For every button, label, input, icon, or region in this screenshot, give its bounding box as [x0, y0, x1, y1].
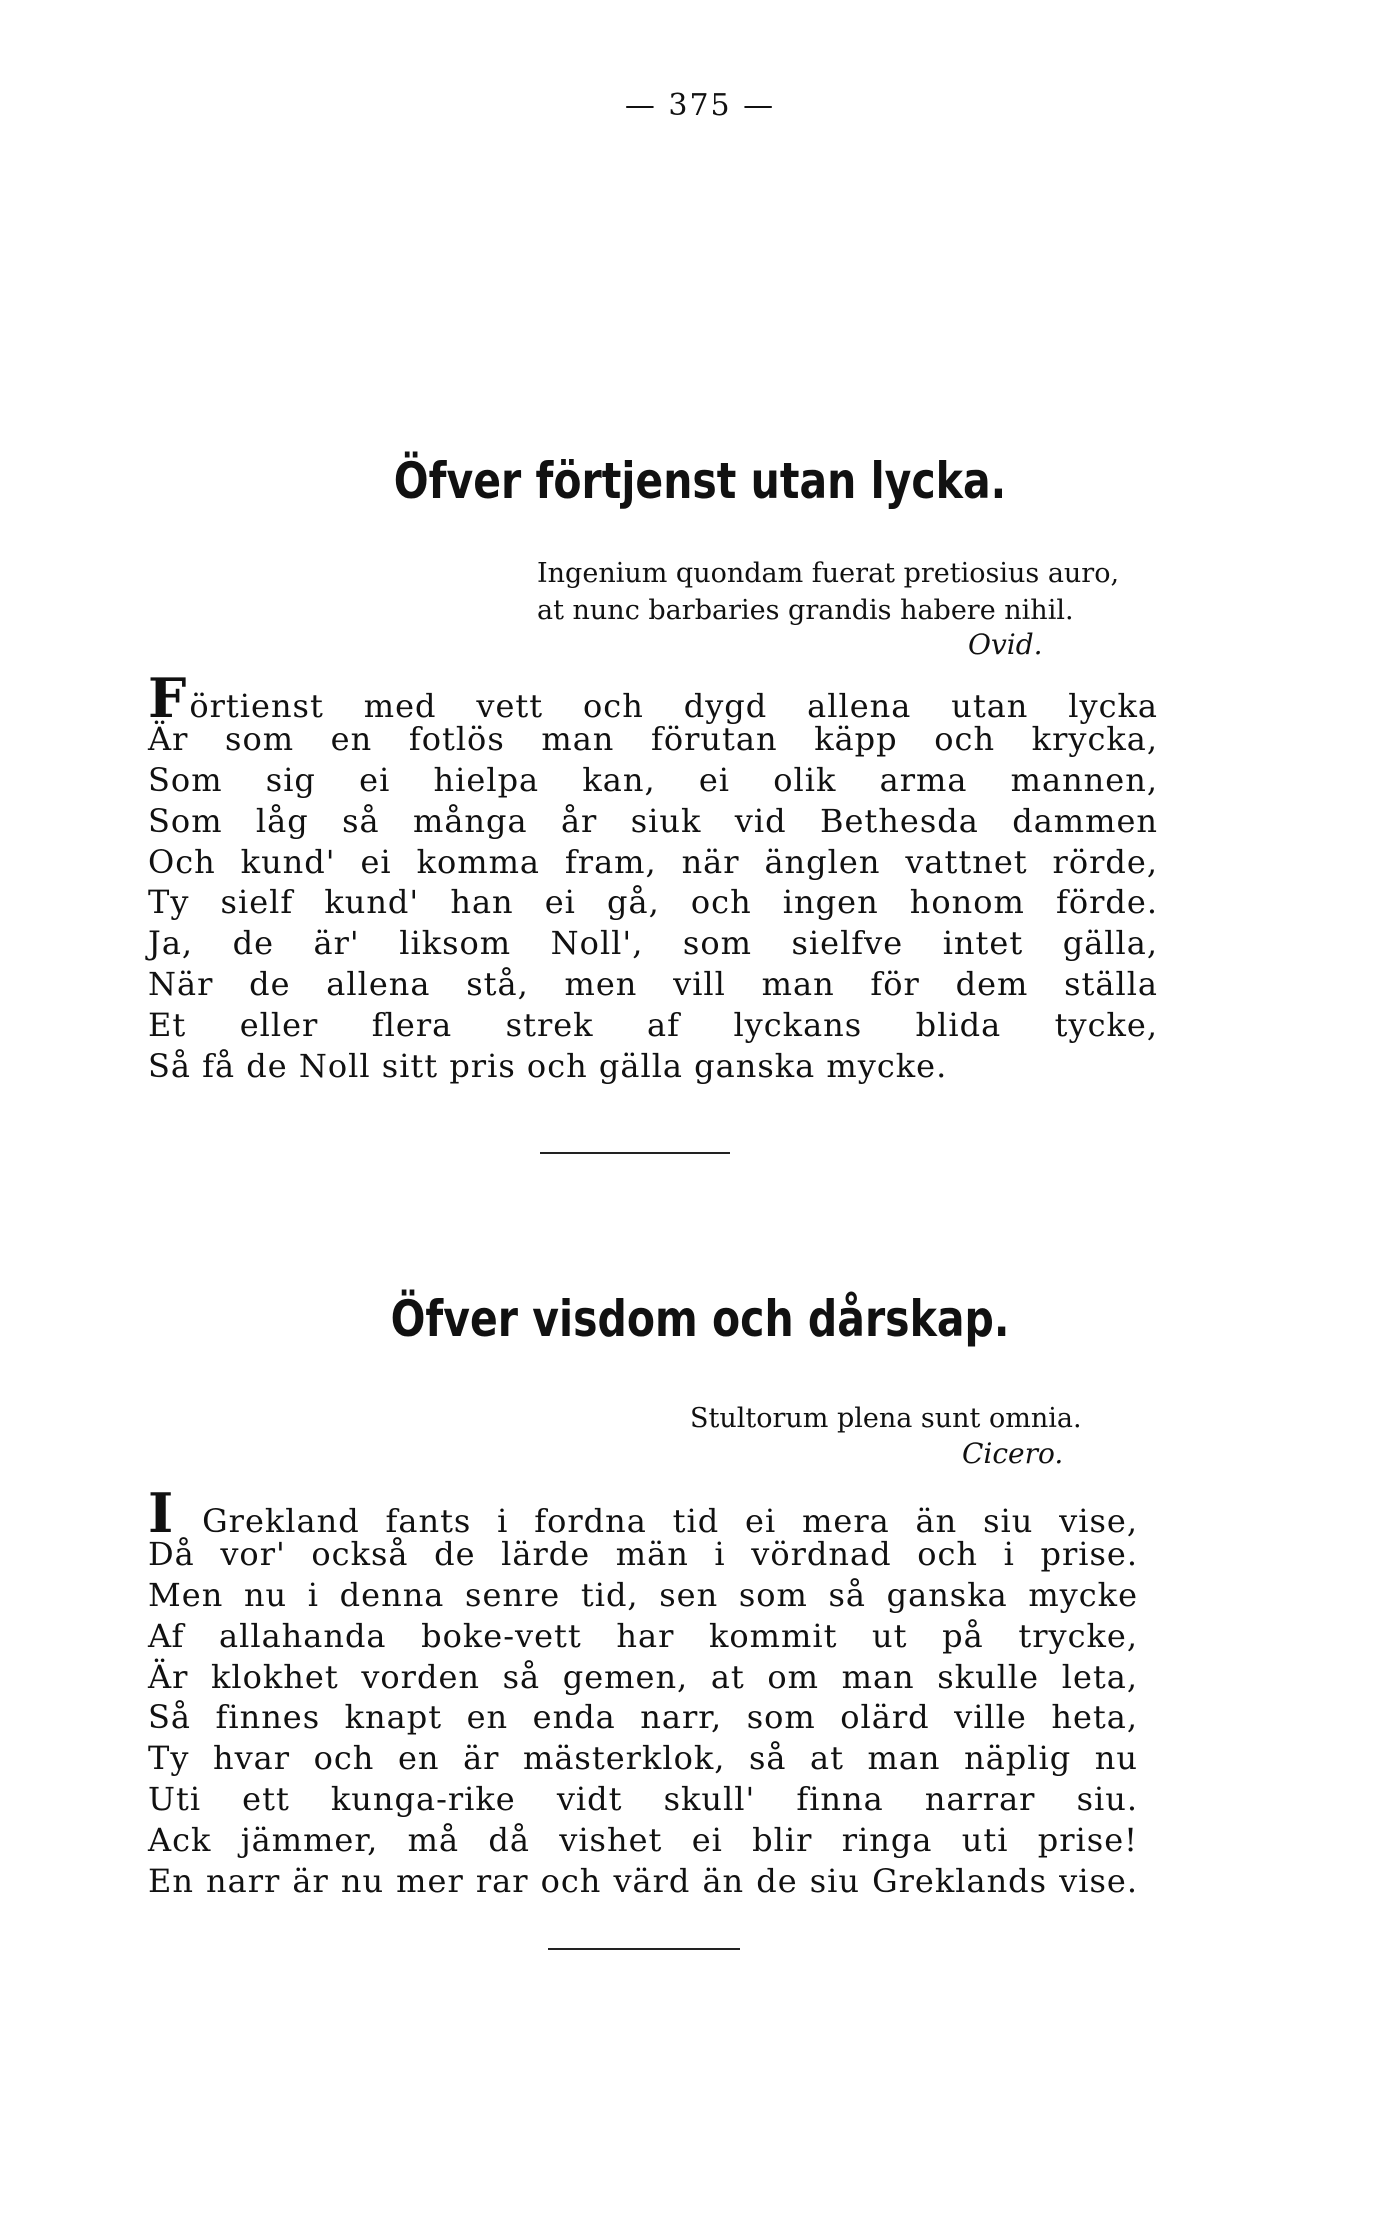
section-divider — [548, 1948, 740, 1950]
poem-2-title: Öfver visdom och dårskap. — [390, 1290, 1010, 1348]
poem-2-epigraph — [690, 1400, 1082, 1437]
epigraph-line: at nunc barbaries grandis habere nihil. — [537, 595, 1074, 626]
drop-cap: I — [148, 1481, 175, 1545]
verse-line: I Grekland fants i fordna tid ei mera än siu vise, — [148, 1481, 1139, 1545]
poem-2-stanza — [148, 1481, 1139, 1902]
poem-2-attribution: Cicero. — [962, 1437, 1064, 1470]
verse-line: Som låg så många år siuk vid Bethesda dammen — [148, 801, 1158, 840]
verse-line: Ja, de är' liksom Noll', som sielfve intet gälla, — [148, 924, 1158, 963]
verse-line: Uti ett kunga-rike vidt skull' finna narrar siu. — [148, 1780, 1138, 1819]
drop-cap: F — [148, 666, 188, 730]
verse-line: Så finnes knapt en enda narr, som olärd ville heta, — [148, 1698, 1138, 1737]
verse-line: Är klokhet vorden så gemen, at om man skulle leta, — [148, 1657, 1138, 1696]
verse-line: Så få de Noll sitt pris och gälla ganska mycke. — [148, 1047, 948, 1086]
verse-line: Förtienst med vett och dygd allena utan lycka — [148, 666, 1158, 730]
section-divider — [540, 1152, 730, 1154]
verse-line: Ack jämmer, må då vishet ei blir ringa uti prise! — [148, 1821, 1138, 1860]
verse-line: Et eller flera strek af lyckans blida tycke, — [148, 1006, 1158, 1045]
epigraph-line: Stultorum plena sunt omnia. — [690, 1403, 1082, 1434]
verse-line: När de allena stå, men vill man för dem ställa — [148, 965, 1158, 1004]
poem-1-attribution: Ovid. — [968, 628, 1043, 661]
verse-line: Då vor' också de lärde män i vördnad och i prise. — [148, 1534, 1138, 1573]
verse-line: Är som en fotlös man förutan käpp och krycka, — [148, 719, 1158, 758]
verse-line: Men nu i denna senre tid, sen som så ganska mycke — [148, 1575, 1138, 1614]
poem-1-stanza — [148, 666, 1158, 1087]
epigraph-line: Ingenium quondam fuerat pretiosius auro, — [537, 558, 1120, 589]
page-number: — 375 — — [624, 88, 776, 123]
verse-line: Af allahanda boke-vett har kommit ut på trycke, — [148, 1616, 1138, 1655]
poem-1-title: Öfver förtjenst utan lycka. — [393, 452, 1007, 510]
verse-line: Och kund' ei komma fram, när änglen vattnet rörde, — [148, 842, 1158, 881]
verse-line: Ty hvar och en är mästerklok, så at man näplig nu — [148, 1739, 1138, 1778]
verse-line: Ty sielf kund' han ei gå, och ingen honom förde. — [148, 883, 1158, 922]
verse-line: En narr är nu mer rar och värd än de siu Greklands vise. — [148, 1862, 1138, 1901]
verse-line: Som sig ei hielpa kan, ei olik arma mannen, — [148, 760, 1158, 799]
poem-1-epigraph — [537, 555, 1119, 629]
